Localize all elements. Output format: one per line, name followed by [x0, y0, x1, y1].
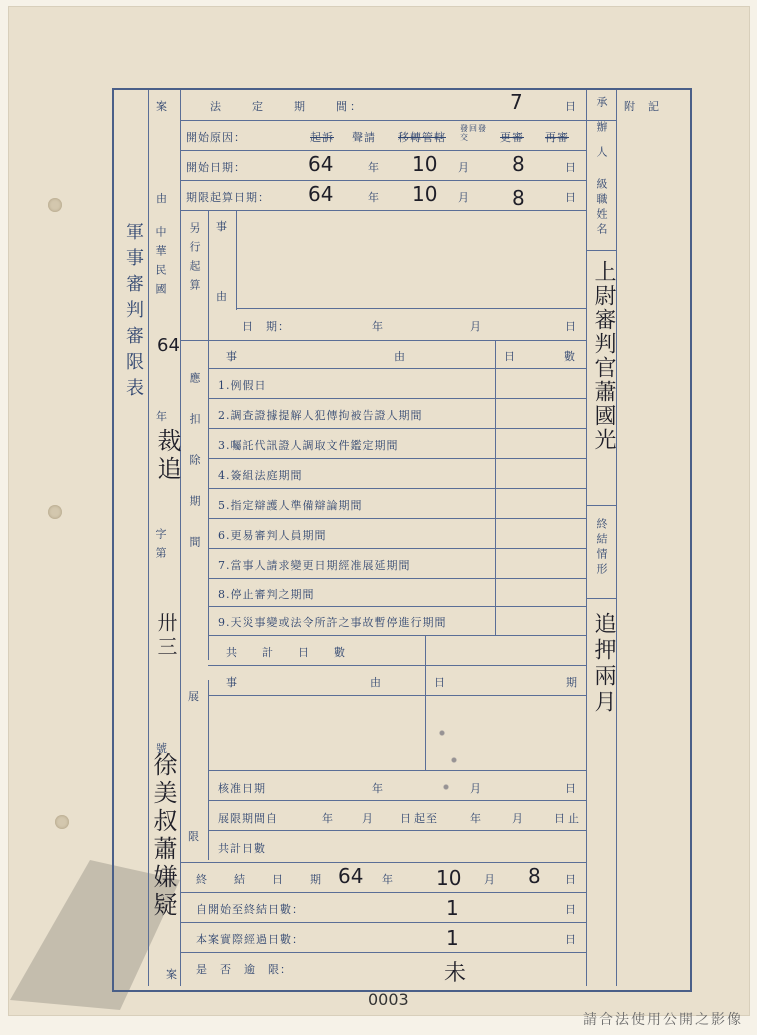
hw-start-month: 10: [412, 152, 438, 176]
hw-closing: 追押兩月: [591, 612, 616, 716]
reason-option: 移轉管轄: [398, 131, 446, 144]
ext-period-label: 展限期間自: [218, 812, 278, 825]
extend-label-top: 展: [188, 690, 200, 703]
calc-date-label: 期限起算日期：: [186, 191, 270, 204]
hw-limit-days: 7: [510, 90, 523, 114]
deduct-item: 7.當事人請求變更日期經准展延期間: [218, 559, 411, 572]
year-label: 年: [156, 410, 168, 423]
year-unit: 年: [322, 812, 334, 825]
hw-end-day: 8: [528, 864, 541, 888]
month-unit: 月: [470, 320, 482, 333]
form-title: 軍事審判審限表: [123, 222, 144, 404]
deduct-item: 6.更易審判人員期間: [218, 529, 327, 542]
day-unit: 日: [565, 161, 577, 174]
deduct-item: 4.簽組法庭期間: [218, 469, 303, 482]
legal-period-label: 法 定 期 間：: [210, 100, 364, 113]
deduct-item: 3.囑託代訊證人調取文件鑑定期間: [218, 439, 399, 452]
hw-start-year: 64: [308, 152, 334, 176]
punch-hole: [48, 505, 62, 519]
total-days-label: 共 計 日 數: [226, 646, 346, 659]
day-unit: 日: [400, 812, 412, 825]
month-unit: 月: [458, 191, 470, 204]
deduct-item: 2.調查證據提解人犯傳拘被告證人期間: [218, 409, 423, 422]
rank-name-label: 級職姓名: [595, 178, 608, 238]
reason-label: 由: [216, 290, 228, 303]
hw-days-start-end: 1: [446, 896, 459, 920]
day-unit: 日: [565, 782, 577, 795]
month-unit: 月: [362, 812, 374, 825]
hw-case-word: 裁追: [153, 428, 181, 484]
roc-label: 中華民國: [154, 226, 167, 302]
case-reason-label: 由: [156, 192, 168, 205]
month-unit: 月: [470, 782, 482, 795]
matter-label: 事: [216, 220, 228, 233]
day-unit: 日: [565, 873, 577, 886]
reason-option: 發回發交: [460, 124, 487, 142]
day-unit: 日: [565, 191, 577, 204]
deduct-item: 9.天災事變或法令所許之事故暫停進行期間: [218, 616, 447, 629]
end-date-label: 終 結 日 期: [196, 873, 329, 886]
separate-calc-label: 另行起算: [188, 222, 201, 298]
approve-date-label: 核准日期: [218, 782, 266, 795]
deduct-item: 8.停止審判之期間: [218, 588, 315, 601]
punch-hole: [48, 198, 62, 212]
closing-label: 終結情形: [595, 518, 608, 578]
overdue-label: 是 否 逾 限：: [196, 963, 292, 976]
hw-year: 64: [157, 335, 180, 356]
days-start-end-label: 自開始至終結日數：: [196, 903, 304, 916]
day-unit: 日: [554, 812, 566, 825]
page-number: 0003: [368, 990, 409, 1009]
start-date-label: 開始日期：: [186, 161, 246, 174]
hw-calc-day: 8: [512, 186, 525, 210]
seal-stamp: [430, 715, 470, 805]
hw-start-day: 8: [512, 152, 525, 176]
start-reason-label: 開始原因：: [186, 131, 246, 144]
reason-option: 再審: [545, 131, 569, 144]
case-label: 案: [156, 100, 168, 113]
ext-matter-header: 事 由: [226, 676, 382, 689]
footer-notice: 請合法使用公開之影像: [583, 1012, 743, 1028]
date-label: 日 期：: [242, 320, 290, 333]
col-matter-header: 事 由: [226, 350, 406, 363]
day-label: 日: [565, 100, 577, 113]
ext-total-label: 共計日數: [218, 842, 266, 855]
col-days-header: 日 數: [504, 350, 576, 363]
hw-calc-year: 64: [308, 182, 334, 206]
handler-label: 承辦人: [595, 96, 608, 171]
remarks-label: 附 記: [624, 100, 660, 113]
month-unit: 月: [458, 161, 470, 174]
reason-option: 更審: [500, 131, 524, 144]
day-unit: 日: [565, 933, 577, 946]
extend-label-bottom: 限: [188, 830, 200, 843]
year-unit: 年: [372, 320, 384, 333]
hw-end-month: 10: [436, 866, 462, 890]
ext-date-header: 日 期: [434, 676, 578, 689]
reason-option: 起訴: [310, 131, 334, 144]
hw-calc-month: 10: [412, 182, 438, 206]
year-unit: 年: [382, 873, 394, 886]
hw-overdue: 未: [444, 961, 467, 986]
hw-case-no: 卅三: [154, 612, 178, 660]
stop-label: 止: [568, 812, 580, 825]
case-end-label: 案: [166, 968, 178, 981]
char-label: 字第: [154, 528, 167, 566]
reason-option: 聲請: [352, 131, 376, 144]
year-unit: 年: [368, 161, 380, 174]
hw-end-year: 64: [338, 864, 364, 888]
deduct-item: 1.例假日: [218, 379, 267, 392]
hw-handler: 上尉審判官蕭國光: [591, 260, 616, 452]
deduct-item: 5.指定辯護人準備辯論期間: [218, 499, 363, 512]
year-unit: 年: [368, 191, 380, 204]
hw-defendant: 徐美叔蕭嫌疑: [149, 752, 177, 920]
day-unit: 日: [565, 320, 577, 333]
number-label: 號: [156, 742, 168, 755]
deduct-label: 應扣除期間: [188, 372, 201, 577]
month-unit: 月: [484, 873, 496, 886]
year-unit: 年: [372, 782, 384, 795]
month-unit: 月: [512, 812, 524, 825]
hw-actual-days: 1: [446, 926, 459, 950]
day-unit: 日: [565, 903, 577, 916]
from-label: 起至: [414, 812, 438, 825]
year-unit: 年: [470, 812, 482, 825]
actual-days-label: 本案實際經過日數：: [196, 933, 304, 946]
